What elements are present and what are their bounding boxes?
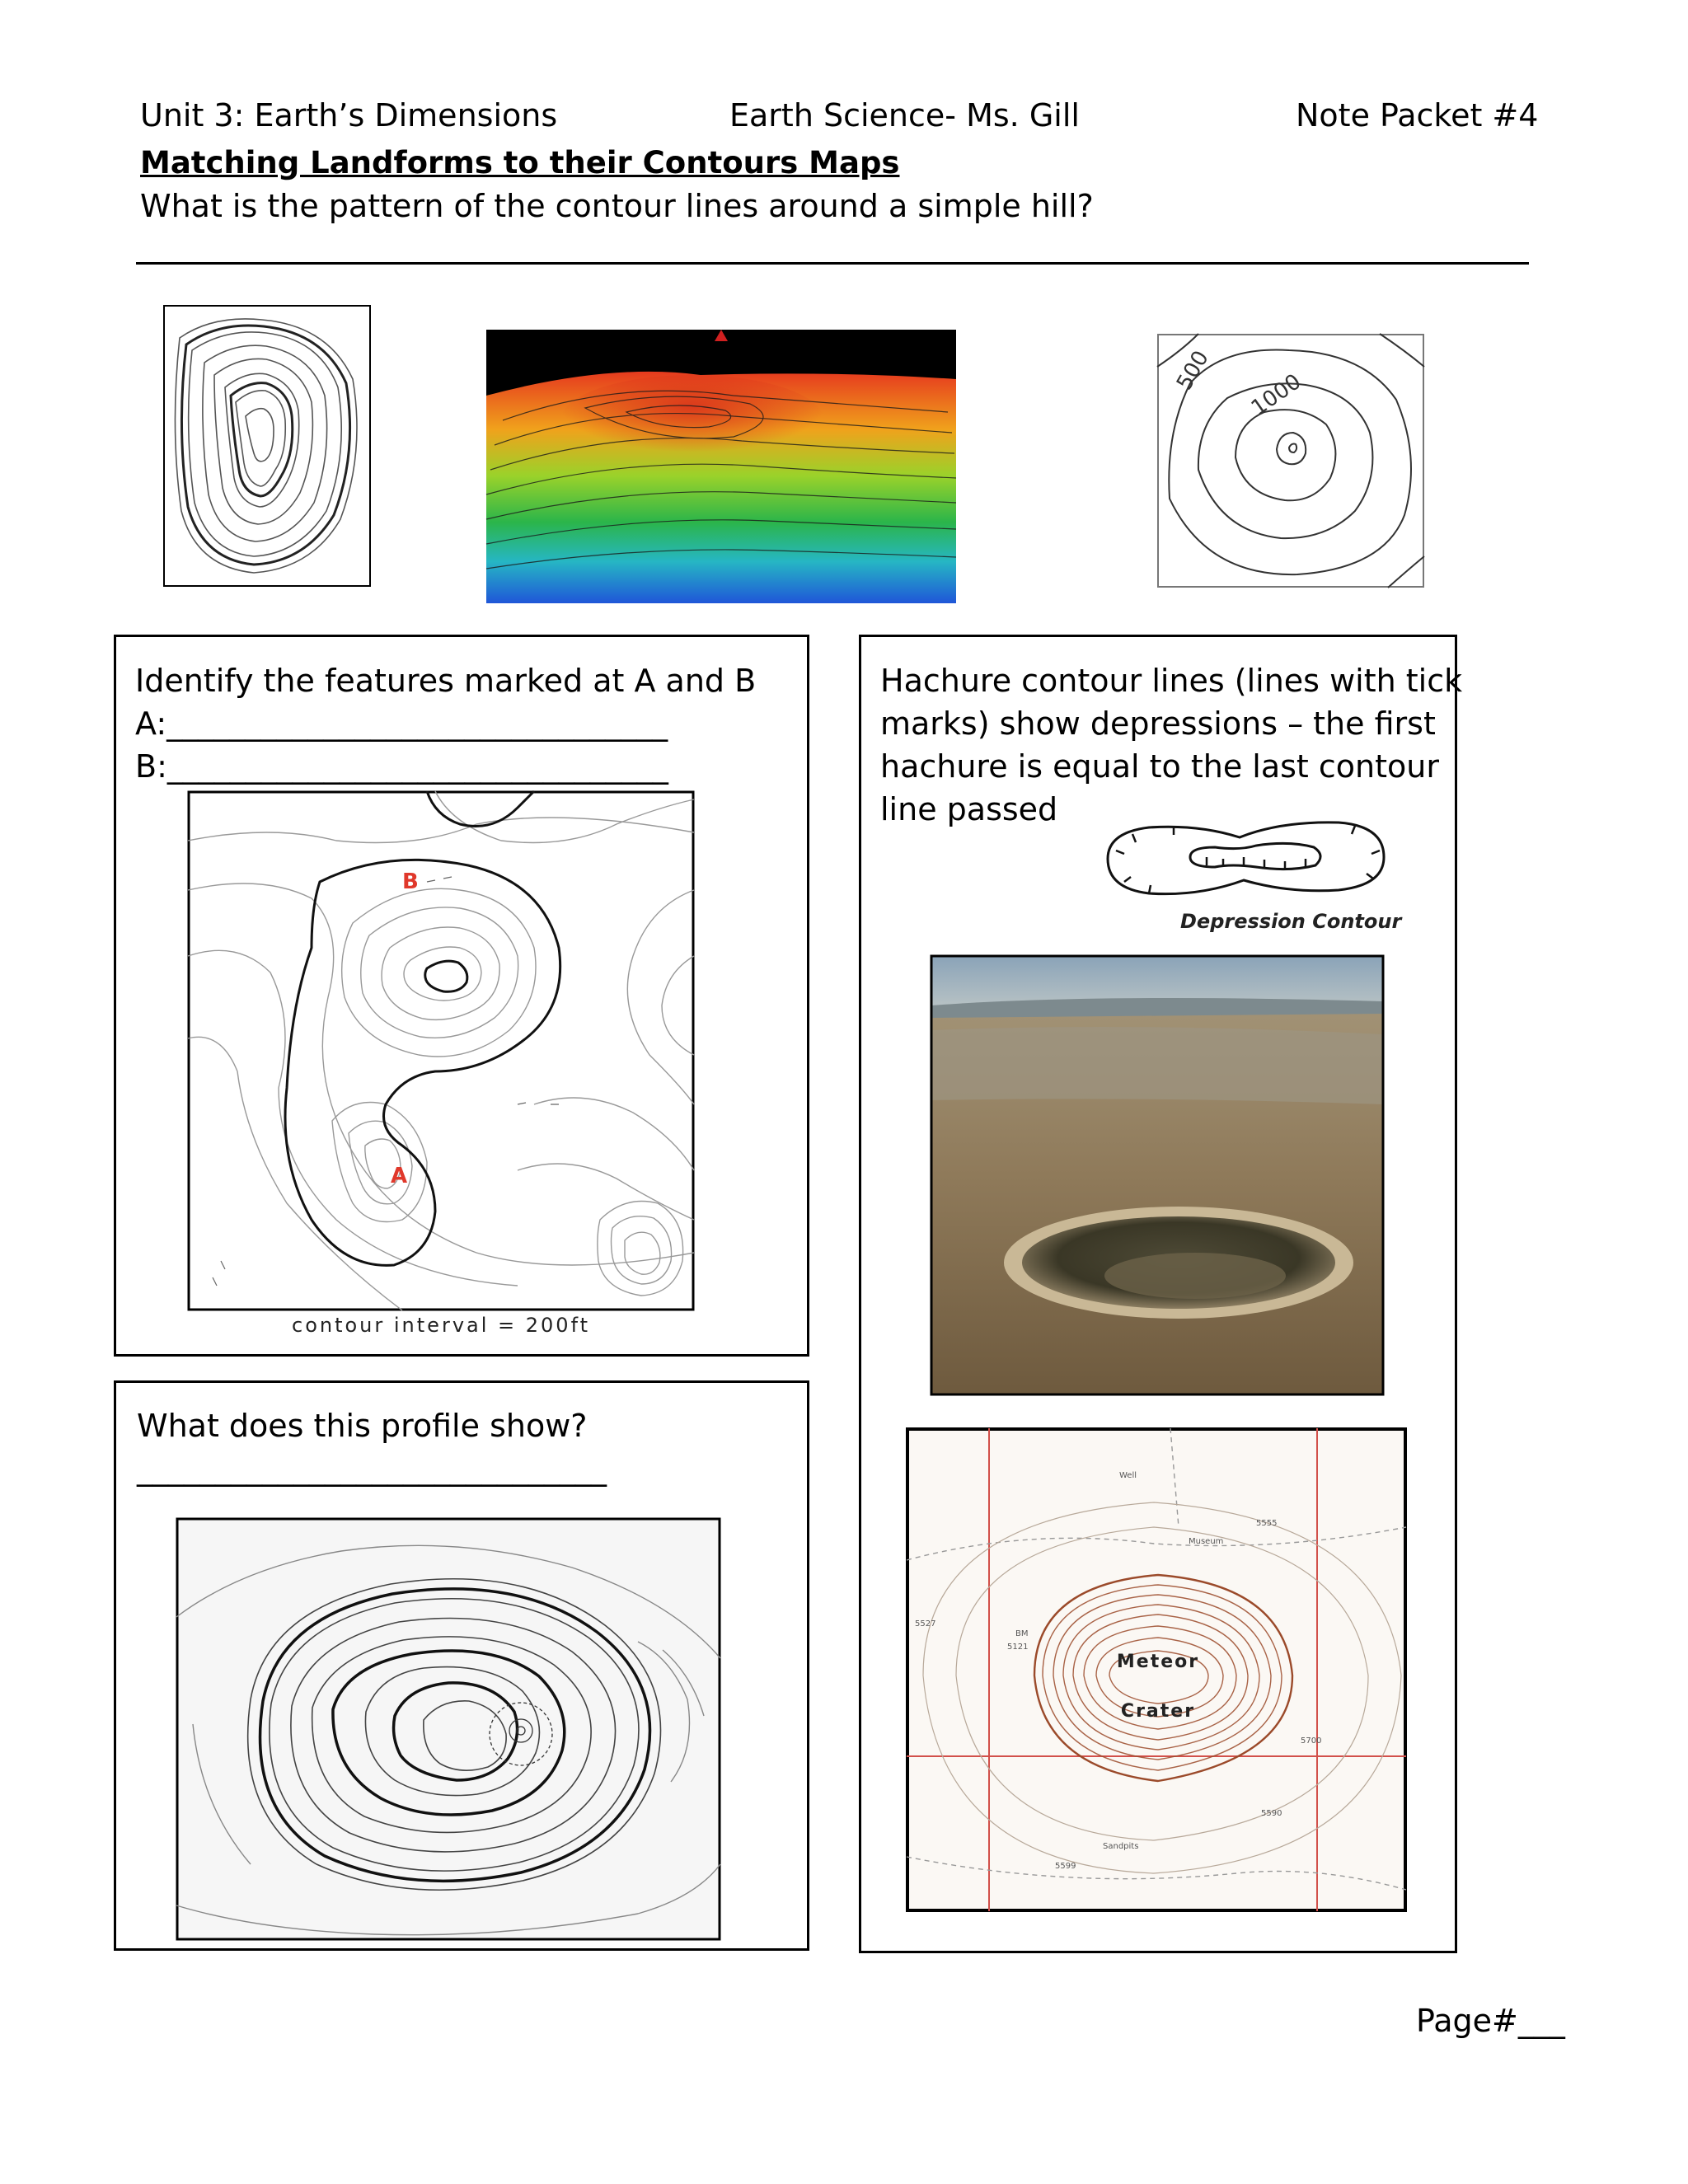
hachure-text-2: marks) show depressions – the first xyxy=(880,705,1436,742)
map-label-5527: 5527 xyxy=(915,1619,936,1629)
map-label-5599: 5599 xyxy=(1055,1862,1076,1871)
header-unit: Unit 3: Earth’s Dimensions xyxy=(140,97,558,134)
map-label-5555: 5555 xyxy=(1256,1519,1278,1528)
map-title-meteor: Meteor xyxy=(1116,1652,1200,1672)
features-ab-prompt: Identify the features marked at A and B xyxy=(135,663,757,699)
map-title-crater: Crater xyxy=(1120,1701,1196,1722)
hachure-text-3: hachure is equal to the last contour xyxy=(880,748,1439,785)
map-label-bm: BM xyxy=(1015,1629,1029,1638)
profile-answer-line[interactable]: ______________________________ xyxy=(137,1451,607,1487)
terrain-3d-model xyxy=(486,330,956,603)
page-number: Page#___ xyxy=(1416,2003,1565,2039)
section-title: Matching Landforms to their Contours Maps xyxy=(140,145,900,180)
question-hill: What is the pattern of the contour lines around a simple hill? xyxy=(140,188,1094,224)
hill-contour-map xyxy=(163,305,371,587)
map-label-b: B xyxy=(402,869,419,894)
depression-contour-caption: Depression Contour xyxy=(1180,910,1402,933)
answer-b-line[interactable]: B:________________________________ xyxy=(135,748,668,785)
meteor-crater-topo-map xyxy=(907,1428,1406,1911)
crater-photo xyxy=(931,956,1383,1394)
contour-interval-caption: contour interval = 200ft xyxy=(292,1314,591,1337)
header-course: Earth Science- Ms. Gill xyxy=(729,97,1080,134)
map-label-5700: 5700 xyxy=(1301,1736,1322,1746)
map-label-sandpits: Sandpits xyxy=(1103,1842,1139,1851)
answer-line xyxy=(136,262,1529,265)
map-label-5590: 5590 xyxy=(1261,1809,1282,1818)
profile-prompt: What does this profile show? xyxy=(137,1408,588,1444)
ab-contour-map xyxy=(188,791,694,1310)
map-label-5121: 5121 xyxy=(1007,1643,1029,1652)
depression-contour-figure xyxy=(1100,818,1402,933)
contour-label-1000: 1000 xyxy=(1246,369,1306,421)
map-label-a: A xyxy=(391,1164,408,1188)
hachure-text-4: line passed xyxy=(880,791,1058,827)
map-label-well: Well xyxy=(1119,1471,1137,1480)
labeled-contour-map xyxy=(1157,334,1424,588)
hachure-text-1: Hachure contour lines (lines with tick xyxy=(880,663,1463,699)
answer-a-line[interactable]: A:________________________________ xyxy=(135,705,668,742)
contour-label-500: 500 xyxy=(1172,346,1214,395)
header-packet: Note Packet #4 xyxy=(1296,97,1539,134)
map-label-museum: Museum xyxy=(1189,1537,1224,1546)
profile-contour-map xyxy=(176,1518,720,1940)
